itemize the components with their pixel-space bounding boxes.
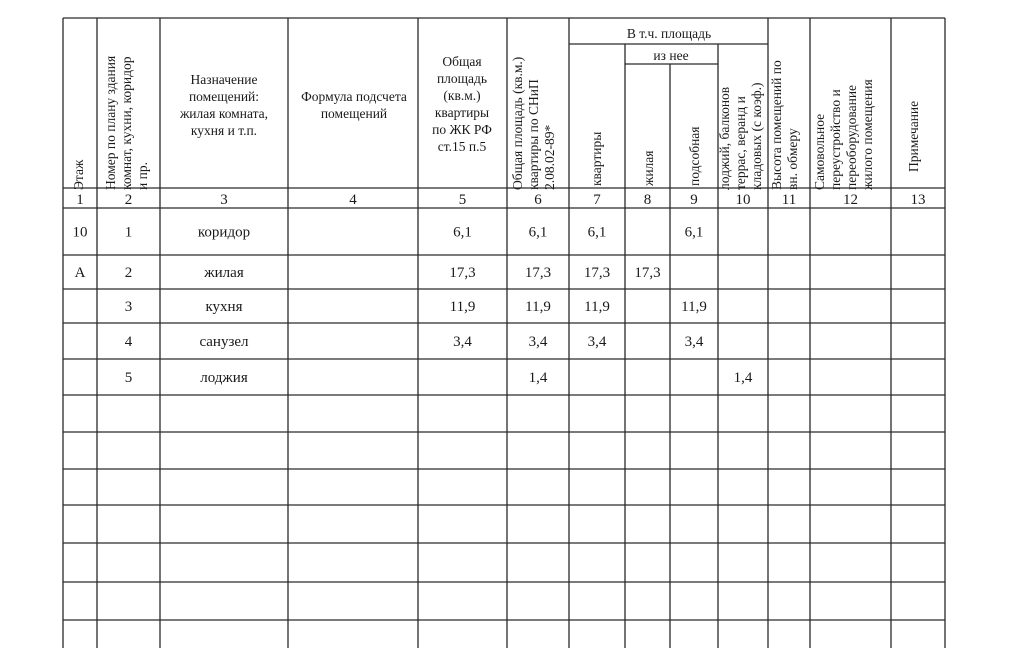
cell-room-purpose: коридор	[197, 224, 251, 241]
cell-room-purpose: жилая	[204, 265, 244, 281]
header-formula-line-1: Формула подсчета	[301, 89, 407, 104]
cell-living-area: 17,3	[634, 265, 661, 281]
table-row	[125, 334, 704, 350]
column-number: 4	[349, 192, 357, 208]
cell-apartment-area: 6,1	[587, 224, 607, 241]
column-number: 5	[458, 192, 467, 208]
table-row	[125, 370, 753, 386]
header-room-number	[103, 56, 150, 190]
header-total-area-zk-line-5: по ЖК РФ	[432, 122, 492, 137]
cell-apartment-area: 17,3	[583, 265, 611, 281]
header-self-alteration	[812, 79, 875, 191]
header-self-alteration-line-4: жилого помещения	[860, 79, 875, 190]
cell-room-number: 4	[124, 334, 133, 350]
cell-room-number: 2	[124, 265, 133, 281]
cell-apartment-area: 11,9	[584, 299, 610, 315]
column-number: 9	[690, 192, 698, 208]
header-loggia-area	[717, 83, 764, 190]
header-room-purpose	[179, 72, 268, 138]
header-formula-line-2: помещений	[320, 106, 388, 121]
header-self-alteration-line-3: переоборудование	[844, 84, 859, 190]
column-number: 12	[843, 192, 858, 208]
header-area-group-label: В т.ч. площадь	[626, 26, 712, 41]
cell-total-area-snip: 3,4	[528, 334, 548, 350]
header-room-height-line-1: Высота помещений по	[769, 60, 784, 190]
cell-total-area-zk: 17,3	[449, 265, 476, 281]
cell-room-number: 1	[124, 224, 133, 241]
cell-total-area-snip: 17,3	[524, 265, 552, 281]
cell-room-purpose: санузел	[199, 334, 249, 350]
cell-floor: 10	[72, 224, 88, 241]
header-apartment-area-label: квартиры	[589, 131, 604, 186]
cell-utility-area: 11,9	[681, 299, 707, 315]
header-room-number-line-3: и пр.	[135, 162, 150, 190]
cell-apartment-area: 3,4	[587, 334, 607, 350]
table-row	[75, 265, 661, 281]
cell-floor: А	[74, 265, 86, 281]
column-number: 7	[593, 192, 601, 208]
column-number: 10	[735, 192, 751, 208]
header-total-area-zk-line-3: (кв.м.)	[443, 88, 481, 103]
column-number: 6	[534, 192, 542, 208]
header-total-area-snip	[510, 57, 557, 190]
cell-room-purpose: лоджия	[200, 370, 248, 386]
header-room-number-line-1: Номер по плану здания	[103, 55, 118, 190]
header-floor	[71, 159, 86, 190]
header-area-subgroup-label: из нее	[653, 48, 689, 63]
header-room-number-line-2: комнат, кухни, коридор	[119, 56, 134, 190]
cell-room-number: 5	[124, 370, 133, 386]
header-floor-label: Этаж	[71, 159, 86, 190]
column-number: 11	[781, 192, 797, 208]
header-total-area-zk-line-2: площадь	[436, 71, 488, 86]
column-number: 3	[220, 192, 228, 208]
cell-utility-area: 6,1	[684, 224, 704, 241]
header-total-area-snip-line-3: 2.08.02-89*	[542, 124, 557, 190]
header-loggia-area-line-1: лоджий, балконов	[717, 86, 732, 190]
cell-room-number: 3	[124, 299, 133, 315]
header-total-area-zk-line-4: квартиры	[434, 105, 490, 120]
header-formula	[301, 89, 407, 121]
column-number: 1	[76, 192, 84, 208]
cell-loggia-area: 1,4	[733, 370, 753, 386]
column-number: 8	[643, 192, 652, 208]
column-number: 2	[124, 192, 133, 208]
column-number: 13	[910, 192, 926, 208]
cell-utility-area: 3,4	[684, 334, 704, 350]
table-row	[125, 299, 707, 315]
cell-total-area-zk: 11,9	[449, 299, 476, 315]
cell-total-area-zk: 3,4	[453, 334, 472, 350]
header-room-purpose-line-2: помещений:	[188, 89, 260, 104]
header-total-area-snip-line-2: квартиры по СНиП	[526, 79, 541, 190]
header-utility-area	[687, 127, 702, 187]
header-total-area-zk	[432, 54, 492, 154]
header-living-area	[641, 151, 656, 188]
header-loggia-area-line-3: кладовых (с коэф.)	[749, 82, 764, 190]
header-note-label: Примечание	[906, 100, 921, 172]
header-self-alteration-line-2: переустройство и	[828, 89, 843, 190]
header-total-area-zk-line-6: ст.15 п.5	[437, 139, 487, 154]
table-body	[73, 225, 753, 387]
header-room-purpose-line-1: Назначение	[190, 72, 258, 87]
header-room-purpose-line-4: кухня и т.п.	[190, 123, 258, 138]
header-room-purpose-line-3: жилая комната,	[179, 106, 269, 121]
header-apartment-area	[589, 132, 604, 186]
header-utility-area-label: подсобная	[687, 126, 702, 186]
cell-total-area-snip: 1,4	[528, 370, 548, 386]
cell-total-area-snip: 11,9	[525, 299, 551, 315]
header-total-area-snip-line-1: Общая площадь (кв.м.)	[510, 56, 525, 190]
cell-total-area-snip: 6,1	[528, 224, 548, 241]
cell-total-area-zk: 6,1	[453, 224, 472, 241]
table-row	[73, 225, 704, 241]
header-living-area-label: жилая	[641, 150, 656, 186]
header-room-height	[769, 60, 800, 190]
header-loggia-area-line-2: террас, веранд и	[733, 96, 748, 190]
header-total-area-zk-line-1: Общая	[442, 54, 482, 69]
cell-room-purpose: кухня	[205, 299, 243, 315]
header-self-alteration-line-1: Самовольное	[812, 113, 827, 190]
header-note	[906, 101, 921, 172]
column-number-row	[76, 192, 925, 208]
header-room-height-line-2: вн. обмеру	[785, 128, 800, 190]
